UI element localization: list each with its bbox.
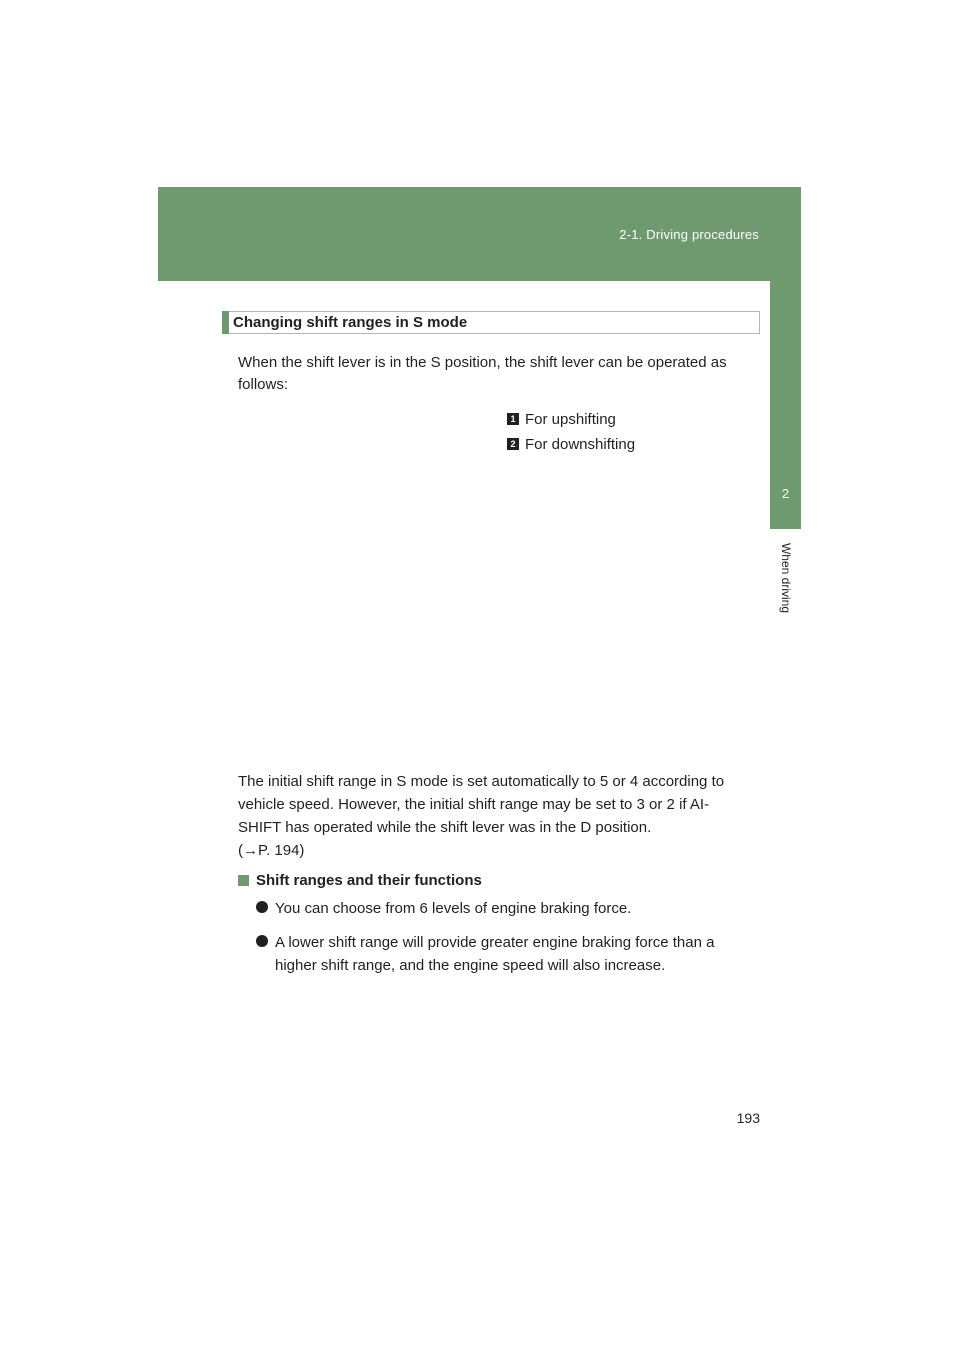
section-heading [222, 311, 760, 334]
bullet-text-continued: higher shift range, and the engine speed will also increase. [275, 957, 666, 974]
legend-item-downshift [507, 436, 635, 456]
bullet-dot-icon [256, 935, 268, 947]
header-section-title: 2-1. Driving procedures [619, 227, 759, 242]
section-accent-bar [222, 311, 229, 334]
square-bullet-icon [238, 875, 249, 886]
subsection-heading [238, 872, 482, 889]
chapter-number: 2 [781, 486, 790, 501]
number-badge-icon: 1 [507, 413, 519, 425]
chapter-label: When driving [779, 542, 793, 614]
bullet-item [256, 931, 714, 977]
page-number: 193 [736, 1110, 760, 1126]
header-band [158, 187, 801, 281]
legend-label: For upshifting [525, 411, 616, 428]
chapter-tab [770, 281, 801, 529]
bullet-item [256, 897, 631, 920]
intro-line-2: follows: [238, 376, 289, 393]
intro-line-1: When the shift lever is in the S position, the shift lever can be operated as [238, 354, 727, 371]
bullet-text: A lower shift range will provide greater engine braking force than a [275, 934, 715, 951]
page-reference-link[interactable]: (→P. 194) [238, 842, 305, 859]
initial-range-line-2: vehicle speed. However, the initial shift range may be set to 3 or 2 if AI- [238, 796, 710, 813]
section-title: Changing shift ranges in S mode [233, 314, 468, 331]
bullet-dot-icon [256, 901, 268, 913]
legend-label: For downshifting [525, 436, 636, 453]
subsection-title: Shift ranges and their functions [256, 872, 482, 889]
initial-range-line-3: SHIFT has operated while the shift lever was in the D position. [238, 819, 652, 836]
legend-item-upshift [507, 411, 616, 431]
bullet-text: You can choose from 6 levels of engine braking force. [275, 900, 632, 917]
initial-range-line-1: The initial shift range in S mode is set automatically to 5 or 4 according to [238, 773, 725, 790]
number-badge-icon: 2 [507, 438, 519, 450]
